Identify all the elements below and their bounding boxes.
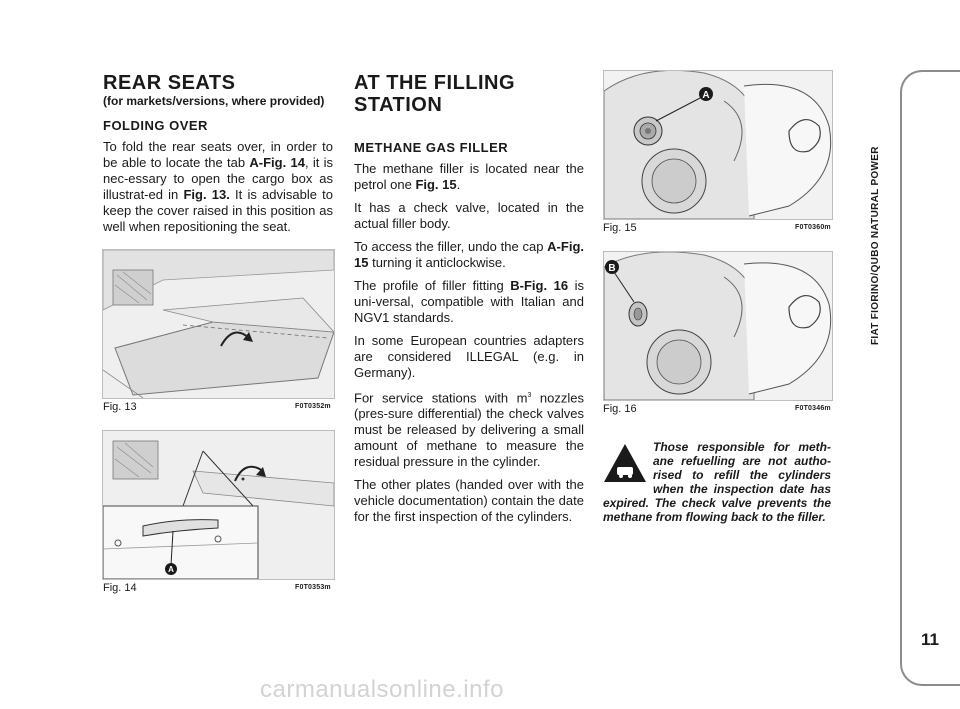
figure-14-caption: Fig. 14 bbox=[103, 582, 137, 594]
rear-seats-subtitle: (for markets/versions, where provided) bbox=[103, 94, 325, 108]
figure-14-label-a: A bbox=[168, 565, 174, 574]
figure-16-image bbox=[603, 251, 833, 401]
para-service-stations: For service stations with $m^3$ nozzles (pres-sure differential) the check valves must be released by delivering a small amount of methane to measure the residual pressure in the cylinder. bbox=[354, 390, 584, 470]
figure-15-image bbox=[603, 70, 833, 220]
folding-over-heading: FOLDING OVER bbox=[103, 118, 208, 133]
filling-station-title-line1: AT THE FILLING bbox=[354, 72, 516, 94]
figure-15-label-a: A bbox=[702, 90, 710, 101]
chapter-tab bbox=[900, 70, 960, 686]
left-column bbox=[103, 72, 333, 242]
figure-16-code: F0T0346m bbox=[795, 405, 831, 412]
para-access: To access the filler, undo the cap A-Fig. 15 turning it anticlockwise. bbox=[354, 239, 584, 270]
figure-13-code: F0T0352m bbox=[295, 403, 331, 410]
rear-seats-title: REAR SEATS bbox=[103, 72, 236, 94]
folding-over-paragraph: To fold the rear seats over, in order to be able to locate the tab A-Fig. 14, it is nec-essary to open the cargo box as illustrat-ed in Fig. 13. It is advisable to keep the cover raised in this position as well when repositioning the seat. bbox=[103, 139, 334, 234]
chapter-title: FIAT FIORINO/QUBO NATURAL POWER bbox=[870, 146, 881, 345]
figure-15-caption: Fig. 15 bbox=[603, 222, 637, 234]
figure-16-caption: Fig. 16 bbox=[603, 403, 637, 415]
figure-16-label-b: B bbox=[608, 263, 616, 274]
para-adapters: In some European countries adapters are considered ILLEGAL (e.g. in Germany). bbox=[354, 333, 584, 380]
figure-14-code: F0T0353m bbox=[295, 584, 331, 591]
methane-filler-heading: METHANE GAS FILLER bbox=[354, 140, 509, 155]
figure-13-caption: Fig. 13 bbox=[103, 401, 137, 413]
filling-station-title-line2: STATION bbox=[354, 94, 443, 116]
para-location: The methane filler is located near the petrol one Fig. 15. bbox=[354, 161, 584, 192]
warning-box bbox=[603, 440, 831, 524]
para-plates: The other plates (handed over with the vehicle documentation) contain the date for the first inspection of the cylinders. bbox=[354, 477, 584, 525]
warning-text: Those responsible for meth-ane refuelling are not autho-rised to refill the cylinders when the inspection date has expired. The check valve prevents the methane from flowing back to the filler. bbox=[603, 440, 831, 524]
watermark: carmanualsonline.info bbox=[260, 676, 504, 703]
page-number: 11 bbox=[921, 630, 939, 649]
para-profile: The profile of filler fitting B-Fig. 16 is uni-versal, compatible with Italian and NGV1 standards. bbox=[354, 278, 585, 325]
para-check-valve: It has a check valve, located in the actual filler body. bbox=[354, 200, 584, 231]
figure-14-image bbox=[102, 430, 335, 580]
figure-13-image bbox=[102, 249, 335, 399]
middle-column bbox=[354, 72, 584, 532]
figure-15-code: F0T0360m bbox=[795, 224, 831, 231]
warning-triangle-icon bbox=[603, 443, 647, 483]
